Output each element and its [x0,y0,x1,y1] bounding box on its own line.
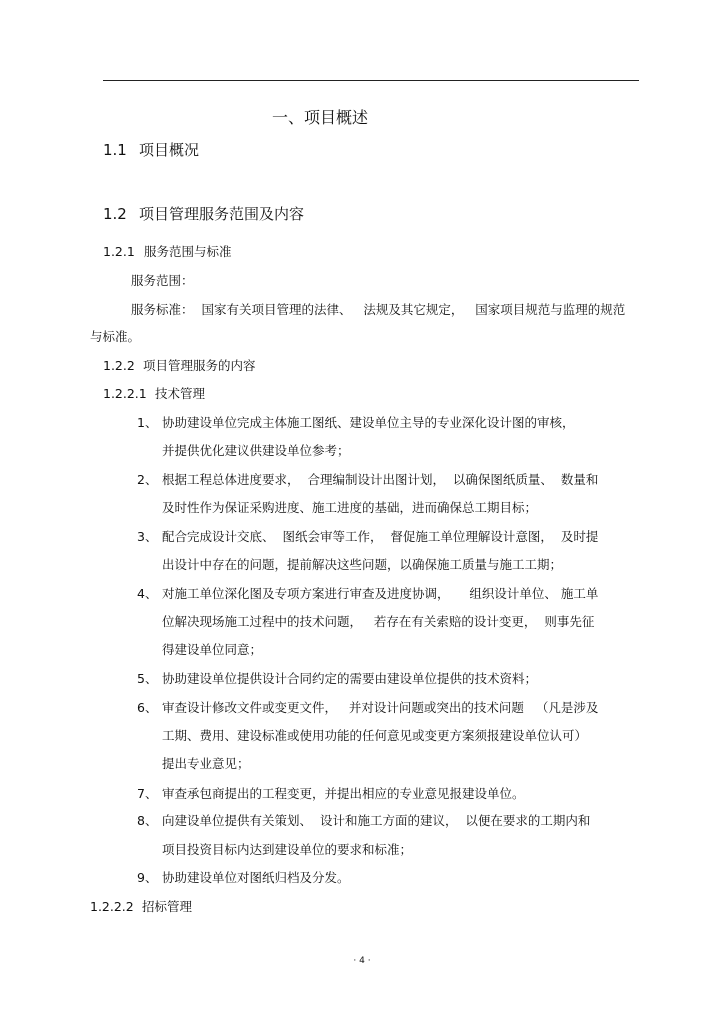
heading-1-2-2-1-number: 1.2.2.1 [103,386,147,401]
page-number: · 4 · [353,956,371,966]
list-item-line: 协助建设单位对图纸归档及分发。 [162,870,350,885]
heading-1-2-number: 1.2 [103,205,127,223]
list-item-number: 4、 [137,586,158,601]
heading-1-1-number: 1.1 [103,141,127,159]
list-item-number: 6、 [137,700,158,715]
list-item-number: 9、 [137,870,158,885]
service-standard-line-2: 与标准。 [90,329,141,344]
list-item-line: 位解决现场施工过程中的技术问题， 若存在有关索赔的设计变更， 则事先征 [162,614,595,629]
heading-1-2-2-number: 1.2.2 [103,358,135,373]
list-item-line: 及时性作为保证采购进度、施工进度的基础，进而确保总工期目标； [162,500,538,515]
list-item-number: 2、 [137,472,158,487]
list-item-line: 审查设计修改文件或变更文件， 并对设计问题或突出的技术问题 （凡是涉及 [162,700,599,715]
list-item-number: 7、 [137,786,158,801]
service-scope-label: 服务范围： [131,273,194,288]
list-item-line: 审查承包商提出的工程变更，并提出相应的专业意见报建设单位。 [162,786,525,801]
heading-1-2-2-2-title: 招标管理 [142,899,193,914]
heading-1-2-2-2-number: 1.2.2.2 [90,899,134,914]
header-rule [103,80,639,81]
list-item-line: 工期、费用、建设标准或使用功能的任何意见或变更方案须报建设单位认可） [162,728,588,743]
list-item-line: 协助建设单位提供设计合同约定的需要由建设单位提供的技术资料； [162,671,538,686]
list-item-line: 协助建设单位完成主体施工图纸、建设单位主导的专业深化设计图的审核， [162,415,575,430]
service-standard-line-1: 服务标准： 国家有关项目管理的法律、 法规及其它规定， 国家项目规范与监理的规范 [131,302,626,317]
list-item-line: 提出专业意见； [162,756,250,771]
list-item-line: 出设计中存在的问题，提前解决这些问题，以确保施工质量与施工工期； [162,557,563,572]
list-item-number: 8、 [137,813,158,828]
list-item-line: 配合完成设计交底、 图纸会审等工作， 督促施工单位理解设计意图， 及时提 [162,529,599,544]
heading-1-2-1-number: 1.2.1 [103,244,135,259]
list-item-line: 根据工程总体进度要求， 合理编制设计出图计划， 以确保图纸质量、 数量和 [162,472,599,487]
list-item-number: 5、 [137,671,158,686]
heading-1-2-2-title: 项目管理服务的内容 [143,358,256,373]
list-item-line: 得建设单位同意； [162,642,263,657]
section-title: 一、项目概述 [272,108,369,127]
heading-1-2-2-1-title: 技术管理 [155,386,206,401]
list-item-line: 向建设单位提供有关策划、 设计和施工方面的建议， 以便在要求的工期内和 [162,813,591,828]
list-item-line: 对施工单位深化图及专项方案进行审查及进度协调， 组织设计单位、 施工单 [162,586,599,601]
heading-1-2-1-title: 服务范围与标准 [144,244,232,259]
heading-1-2-title: 项目管理服务范围及内容 [139,205,305,223]
list-item-line: 项目投资目标内达到建设单位的要求和标准； [162,842,413,857]
heading-1-1-title: 项目概况 [139,141,200,159]
list-item-number: 3、 [137,529,158,544]
list-item-number: 1、 [137,415,158,430]
list-item-line: 并提供优化建议供建设单位参考； [162,443,350,458]
